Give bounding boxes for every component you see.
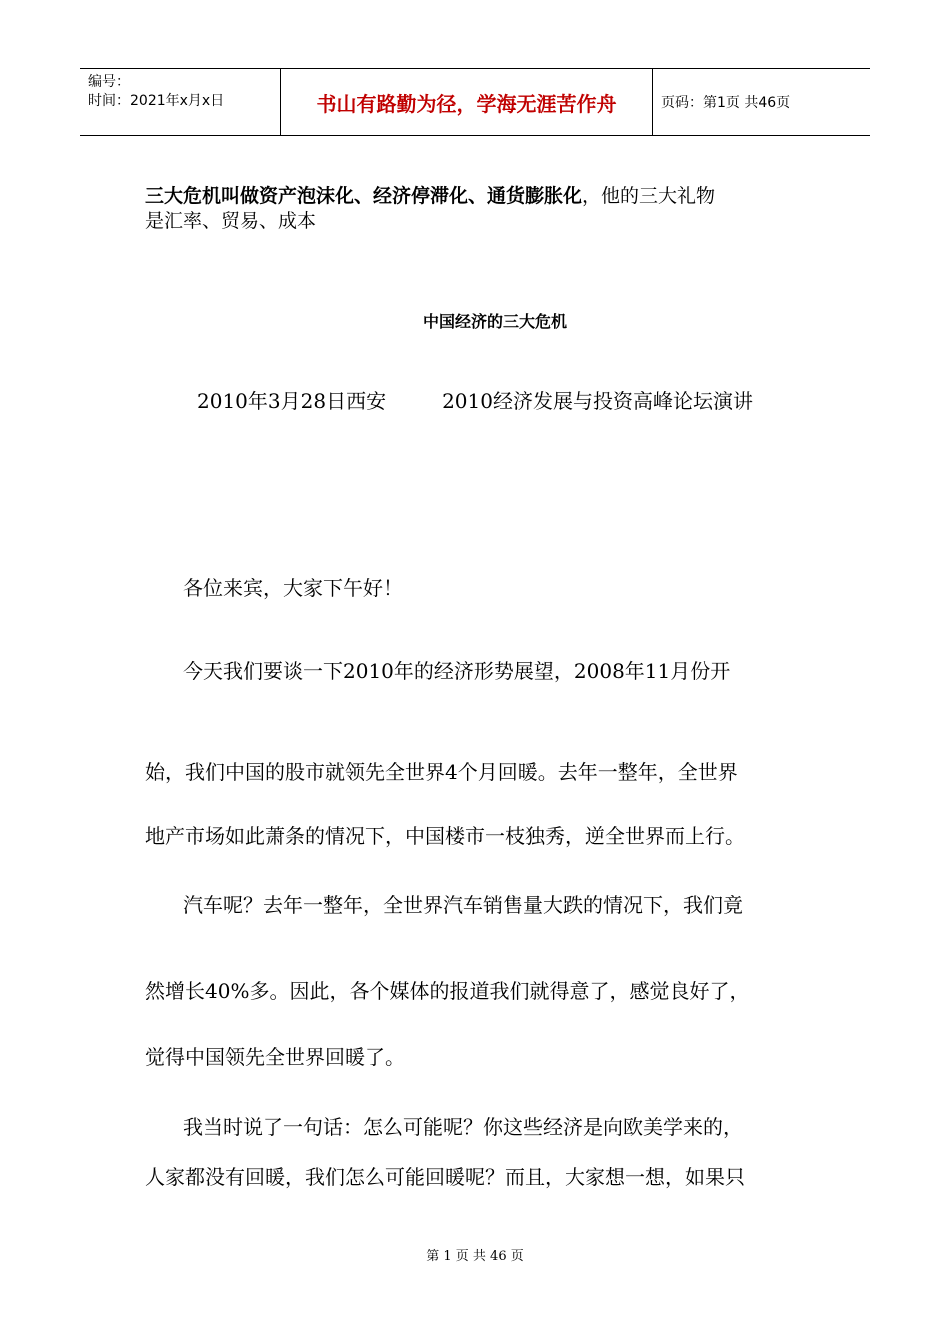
header-number: 编号：	[88, 74, 130, 90]
document-subtitle	[197, 385, 753, 414]
body-line: 今天我们要谈一下2010年的经济形势展望，2008年11月份开	[183, 659, 731, 683]
lead-line-2: 是汇率、贸易、成本	[145, 210, 317, 232]
lead-rest: ，他的三大礼物	[582, 185, 716, 207]
lead-paragraph	[145, 184, 715, 234]
lead-bold: 三大危机叫做资产泡沫化、经济停滞化、通货膨胀化	[145, 185, 583, 207]
lead-line-1	[145, 184, 715, 209]
subtitle-date-place: 2010年3月28日西安	[197, 389, 387, 413]
header-motto: 书山有路勤为径，学海无涯苦作舟	[281, 69, 653, 135]
body-line: 各位来宾，大家下午好！	[183, 576, 403, 600]
header-page-count: 页码：第1页 共46页	[661, 95, 791, 111]
body-line: 始，我们中国的股市就领先全世界4个月回暖。去年一整年，全世界	[145, 760, 738, 784]
header-meta	[80, 69, 281, 135]
body-line: 人家都没有回暖，我们怎么可能回暖呢？而且，大家想一想，如果只	[145, 1165, 745, 1189]
page-footer: 第 1 页 共 46 页	[426, 1249, 524, 1264]
page-header	[80, 68, 870, 136]
body-line: 然增长40%多。因此，各个媒体的报道我们就得意了，感觉良好了，	[145, 979, 750, 1003]
subtitle-event: 2010经济发展与投资高峰论坛演讲	[442, 389, 753, 413]
header-time: 时间：2021年x月x日	[88, 93, 225, 109]
body-line: 觉得中国领先全世界回暖了。	[145, 1045, 405, 1069]
document-title: 中国经济的三大危机	[422, 312, 567, 331]
body-line: 汽车呢？去年一整年，全世界汽车销售量大跌的情况下，我们竟	[183, 893, 743, 917]
body-line: 地产市场如此萧条的情况下，中国楼市一枝独秀，逆全世界而上行。	[145, 824, 745, 848]
body-line: 我当时说了一句话：怎么可能呢？你这些经济是向欧美学来的，	[183, 1115, 743, 1139]
